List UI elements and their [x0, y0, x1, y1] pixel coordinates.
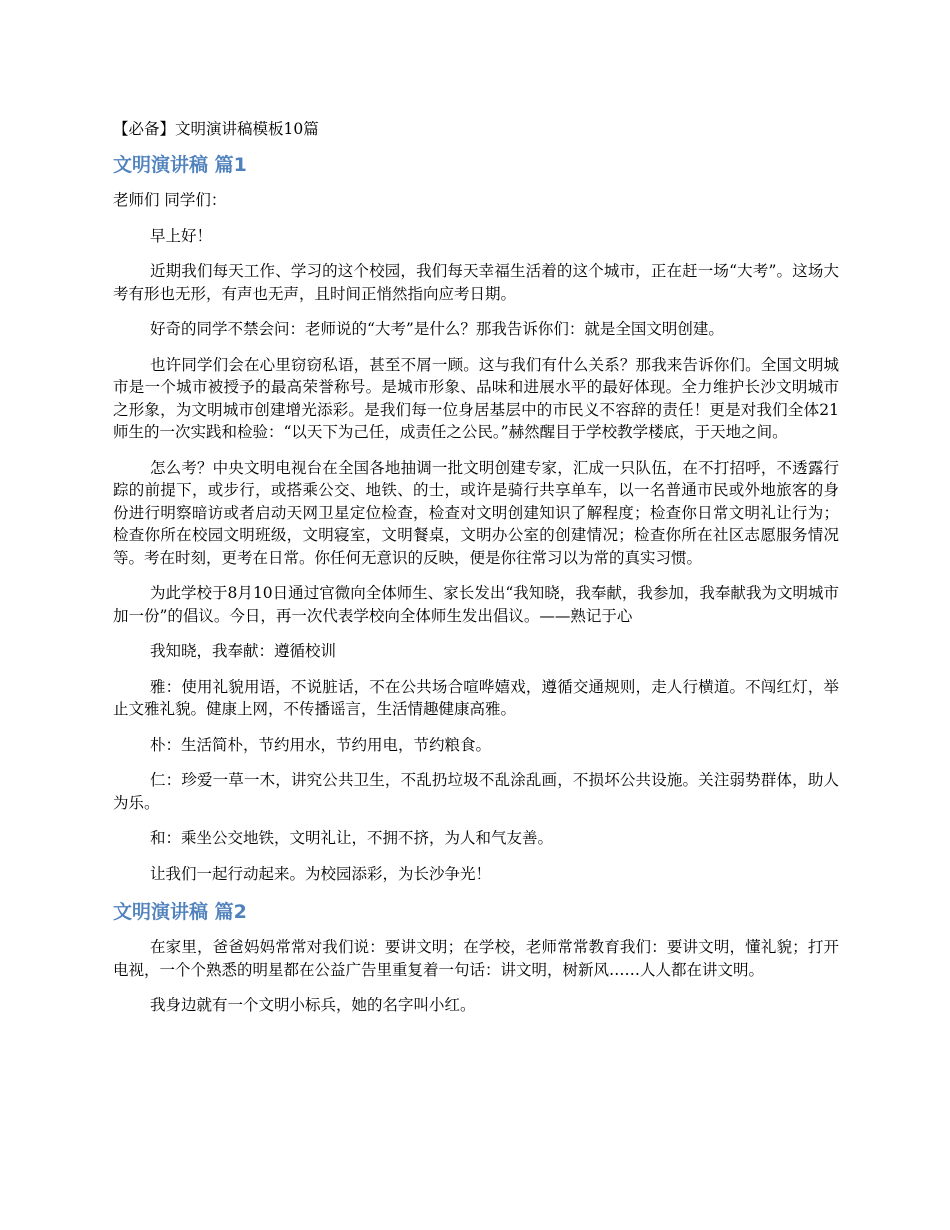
document-title: 【必备】文明演讲稿模板10篇: [113, 120, 319, 138]
paragraph: 好奇的同学不禁会问：老师说的“大考”是什么？那我告诉你们：就是全国文明创建。: [150, 320, 724, 338]
paragraph: 在家里，爸爸妈妈常常对我们说：要讲文明；在学校，老师常常教育我们：要讲文明，懂礼貌；打开电视，一个个熟悉的明星都在公益广告里重复着一句话：讲文明，树新风……人人都在讲文明。: [113, 938, 839, 979]
greeting: 早上好！: [150, 226, 213, 245]
paragraph: 和：乘坐公交地铁，文明礼让，不拥不挤，为人和气友善。: [150, 829, 554, 847]
section-2: [113, 900, 839, 1017]
paragraph: 我身边就有一个文明小标兵，她的名字叫小红。: [150, 996, 476, 1014]
section-heading: 文明演讲稿 篇2: [113, 901, 247, 923]
paragraph: 怎么考？中央文明电视台在全国各地抽调一批文明创建专家，汇成一只队伍，在不打招呼，不透露行踪的前提下，或步行，或搭乘公交、地铁、的士，或许是骑行共享单车，以一名普通市民或外地旅客的身份进行明察暗访或者启动天网卫星定位检查，检查对文明创建知识了解程度；检查你日常文明礼让行为；检查你所在校园文明班级，文明寝室，文明餐桌，文明办公室的创建情况；检查你所在社区志愿服务情况等。考在时刻，更考在日常。你任何无意识的反映，便是你往常习以为常的真实习惯。: [113, 458, 839, 567]
paragraph: 为此学校于8月10日通过官微向全体师生、家长发出“我知晓，我奉献，我参加，我奉献我为文明城市加一份”的倡议。今日，再一次代表学校向全体师生发出倡议。——熟记于心: [113, 584, 839, 625]
paragraph: 朴：生活简朴，节约用水，节约用电，节约粮食。: [150, 735, 492, 754]
paragraph: 也许同学们会在心里窃窃私语，甚至不屑一顾。这与我们有什么关系？那我来告诉你们。全国文明城市是一个城市被授予的最高荣誉称号。是城市形象、品味和进展水平的最好体现。全力维护长沙文明城市之形象，为文明城市创建增光添彩。是我们每一位身居基层中的市民义不容辞的责任！更是对我们全体21师生的一次实践和检验：“以天下为己任，成责任之公民。”赫然醒目于学校教学楼底，于天地之间。: [113, 355, 839, 441]
paragraph: 近期我们每天工作、学习的这个校园，我们每天幸福生活着的这个城市，正在赶一场“大考”。这场大考有形也无形，有声也无声，且时间正悄然指向应考日期。: [113, 262, 839, 303]
section-heading: 文明演讲稿 篇1: [113, 154, 247, 176]
document-page: [113, 118, 839, 1030]
paragraph: 让我们一起行动起来。为校园添彩，为长沙争光！: [150, 864, 492, 883]
paragraph: 仁：珍爱一草一木，讲究公共卫生，不乱扔垃圾不乱涂乱画，不损坏公共设施。关注弱势群体，助人为乐。: [113, 771, 839, 812]
paragraph: 我知晓，我奉献：遵循校训: [150, 642, 337, 660]
salutation: 老师们 同学们：: [113, 191, 227, 209]
paragraph: 雅：使用礼貌用语，不说脏话，不在公共场合喧哗嬉戏，遵循交通规则，走人行横道。不闯红灯，举止文雅礼貌。健康上网，不传播谣言，生活情趣健康高雅。: [113, 677, 839, 718]
section-1: [113, 153, 839, 885]
